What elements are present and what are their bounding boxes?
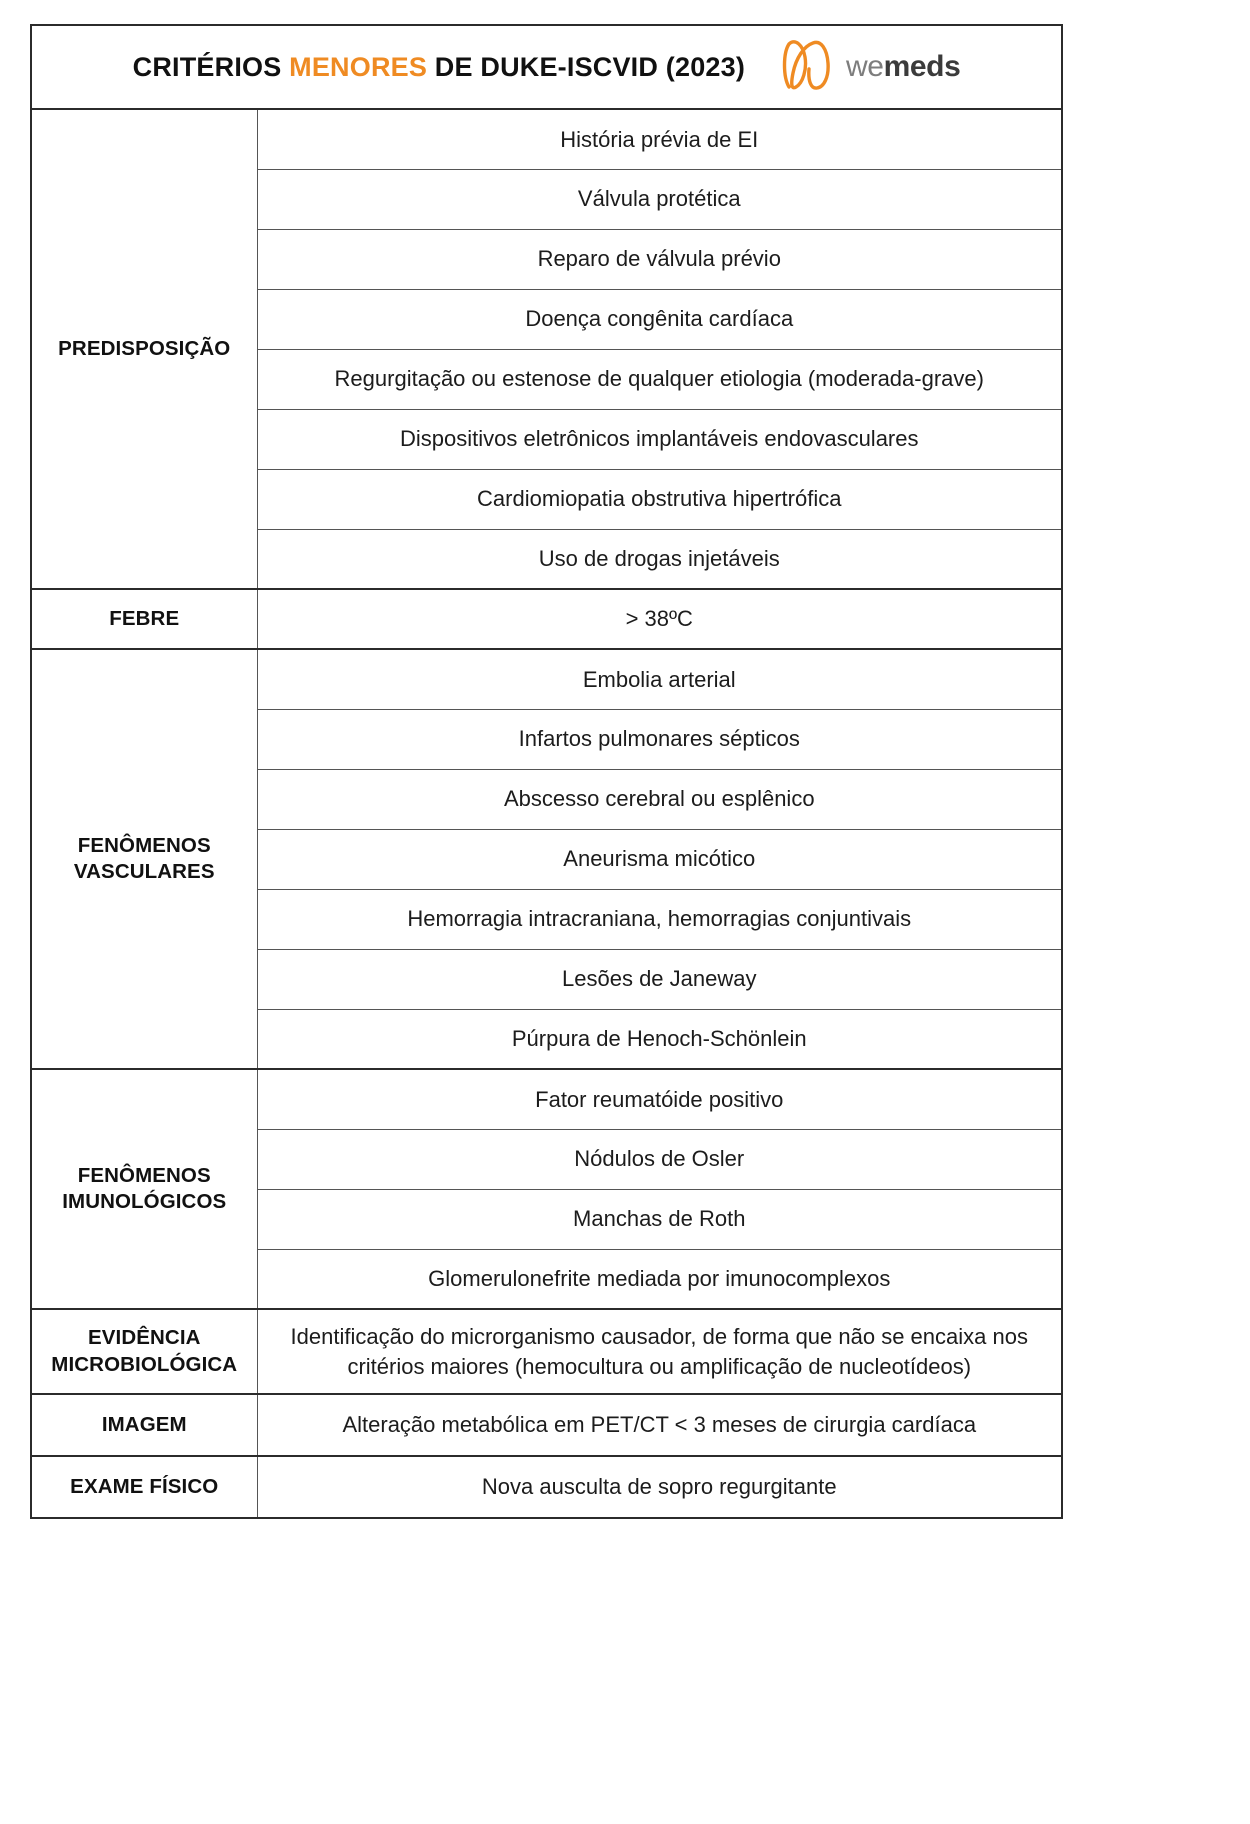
table-header-row bbox=[31, 25, 1062, 109]
table-row bbox=[31, 649, 1062, 709]
category-febre: FEBRE bbox=[31, 589, 257, 649]
minor-criteria-table bbox=[30, 24, 1063, 1519]
list-item: Embolia arterial bbox=[257, 649, 1062, 709]
list-item: Abscesso cerebral ou esplênico bbox=[257, 769, 1062, 829]
title-accent-menores: MENORES bbox=[289, 51, 428, 82]
list-item: Reparo de válvula prévio bbox=[257, 229, 1062, 289]
list-item: Lesões de Janeway bbox=[257, 949, 1062, 1009]
category-label-line-2: IMUNOLÓGICOS bbox=[62, 1190, 227, 1213]
list-item: Alteração metabólica em PET/CT < 3 meses de cirurgia cardíaca bbox=[257, 1394, 1062, 1456]
title-part-1: CRITÉRIOS bbox=[132, 51, 290, 82]
list-item: Regurgitação ou estenose de qualquer etiologia (moderada-grave) bbox=[257, 349, 1062, 409]
category-exame-fisico: EXAME FÍSICO bbox=[31, 1456, 257, 1518]
table-row bbox=[31, 1309, 1062, 1394]
list-item: Identificação do microrganismo causador, de forma que não se encaixa nos critérios maiores (hemocultura ou amplificação de nucleotídeos) bbox=[257, 1309, 1062, 1394]
list-item: > 38ºC bbox=[257, 589, 1062, 649]
category-label-line-1: FENÔMENOS bbox=[77, 1163, 211, 1187]
list-item: Uso de drogas injetáveis bbox=[257, 529, 1062, 589]
wemeds-logo bbox=[779, 39, 960, 96]
list-item: História prévia de EI bbox=[257, 109, 1062, 169]
table-row bbox=[31, 1456, 1062, 1518]
category-fenomenos-imunologicos bbox=[31, 1069, 257, 1309]
table-row bbox=[31, 589, 1062, 649]
category-label-line-1: FENÔMENOS bbox=[77, 833, 211, 857]
table-row bbox=[31, 1069, 1062, 1129]
category-predisposicao: PREDISPOSIÇÃO bbox=[31, 109, 257, 589]
list-item: Glomerulonefrite mediada por imunocomplexos bbox=[257, 1249, 1062, 1309]
list-item: Doença congênita cardíaca bbox=[257, 289, 1062, 349]
page-title bbox=[133, 52, 745, 83]
category-imagem: IMAGEM bbox=[31, 1394, 257, 1456]
title-part-2: DE DUKE-ISCVID (2023) bbox=[427, 51, 746, 82]
category-label-line-2: VASCULARES bbox=[73, 860, 215, 883]
list-item: Fator reumatóide positivo bbox=[257, 1069, 1062, 1129]
category-label-line-1: EVIDÊNCIA bbox=[87, 1326, 201, 1350]
logo-text-we: we bbox=[846, 50, 884, 83]
list-item: Cardiomiopatia obstrutiva hipertrófica bbox=[257, 469, 1062, 529]
table-row bbox=[31, 109, 1062, 169]
list-item: Nódulos de Osler bbox=[257, 1129, 1062, 1189]
header-cell bbox=[31, 25, 1062, 109]
list-item: Dispositivos eletrônicos implantáveis endovasculares bbox=[257, 409, 1062, 469]
wemeds-logo-mark-icon bbox=[779, 39, 835, 96]
list-item: Infartos pulmonares sépticos bbox=[257, 709, 1062, 769]
category-fenomenos-vasculares bbox=[31, 649, 257, 1069]
category-label-line-2: MICROBIOLÓGICA bbox=[51, 1352, 238, 1376]
list-item: Hemorragia intracraniana, hemorragias conjuntivais bbox=[257, 889, 1062, 949]
wemeds-logo-text bbox=[846, 52, 960, 82]
list-item: Aneurisma micótico bbox=[257, 829, 1062, 889]
list-item: Manchas de Roth bbox=[257, 1189, 1062, 1249]
logo-text-meds: meds bbox=[883, 50, 961, 83]
list-item: Nova ausculta de sopro regurgitante bbox=[257, 1456, 1062, 1518]
list-item: Púrpura de Henoch-Schönlein bbox=[257, 1009, 1062, 1069]
list-item: Válvula protética bbox=[257, 169, 1062, 229]
table-row bbox=[31, 1394, 1062, 1456]
category-evidencia-microbiologica bbox=[31, 1309, 257, 1394]
